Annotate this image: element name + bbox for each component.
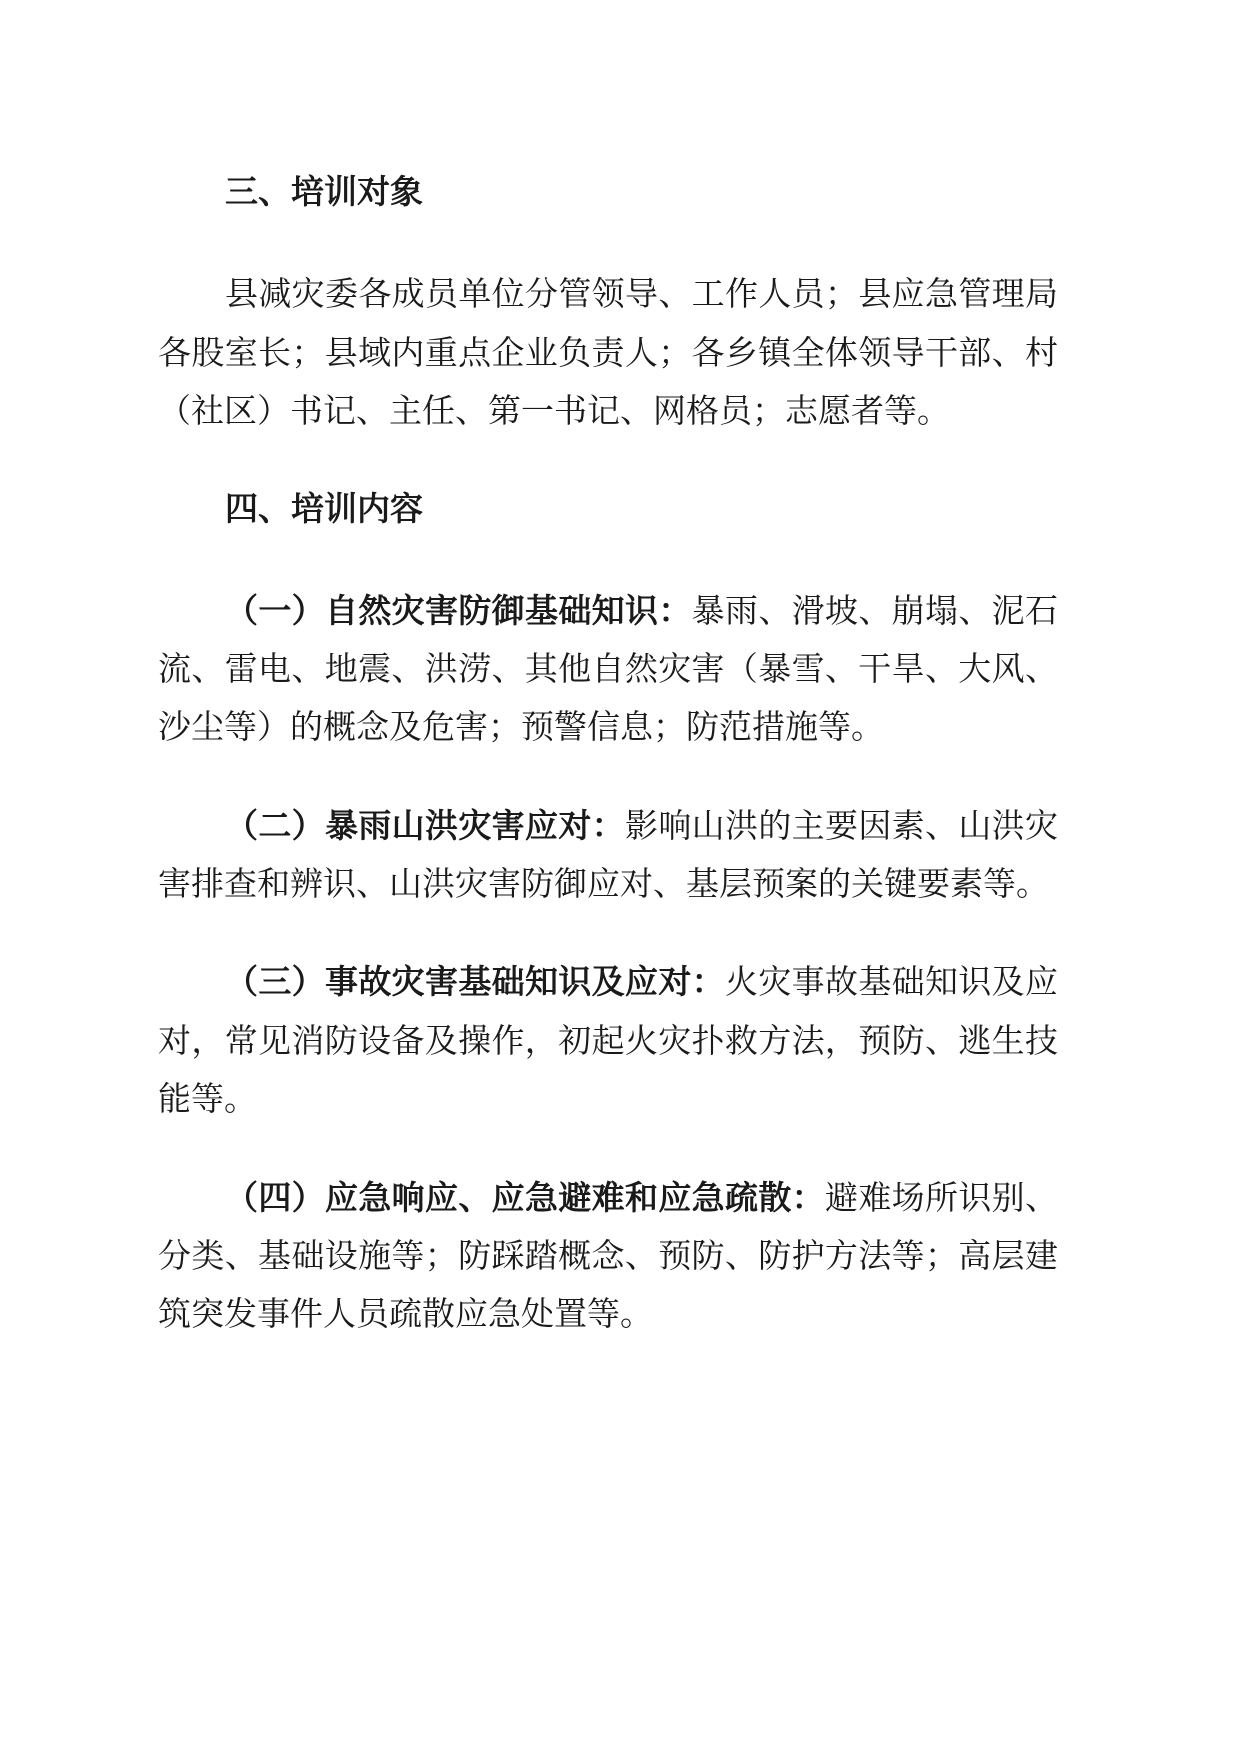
item-title: （二）暴雨山洪灾害应对： (225, 806, 625, 845)
paragraph-line: 流、雷电、地震、洪涝、其他自然灾害（暴雪、干旱、大风、 (158, 649, 1058, 688)
item-title: （三）事故灾害基础知识及应对： (225, 962, 725, 1001)
item-first-line (225, 591, 1058, 631)
paragraph-line: （社区）书记、主任、第一书记、网格员；志愿者等。 (158, 391, 950, 430)
item-title: （四）应急响应、应急避难和应急疏散： (225, 1178, 825, 1217)
item-first-line (225, 1178, 1058, 1218)
paragraph-line: 县减灾委各成员单位分管领导、工作人员；县应急管理局 (225, 274, 1058, 313)
paragraph-line: 对，常见消防设备及操作，初起火灾扑救方法，预防、逃生技 (158, 1021, 1058, 1060)
item-title: （一）自然灾害防御基础知识： (225, 591, 692, 630)
paragraph-line: 筑突发事件人员疏散应急处置等。 (158, 1294, 653, 1333)
paragraph-line: 沙尘等）的概念及危害；预警信息；防范措施等。 (158, 707, 884, 746)
item-first-line (225, 806, 1058, 846)
paragraph-line: 能等。 (158, 1079, 257, 1118)
paragraph-line: 各股室长；县域内重点企业负责人；各乡镇全体领导干部、村 (158, 333, 1058, 372)
paragraph-line: 分类、基础设施等；防踩踏概念、预防、防护方法等；高层建 (158, 1236, 1058, 1275)
item-text: 避难场所识别、 (825, 1178, 1059, 1217)
item-text: 暴雨、滑坡、崩塌、泥石 (691, 591, 1059, 630)
item-first-line (225, 962, 1058, 1002)
item-text: 火灾事故基础知识及应 (725, 962, 1059, 1001)
paragraph-line: 害排查和辨识、山洪灾害防御应对、基层预案的关键要素等。 (158, 864, 1049, 903)
item-text: 影响山洪的主要因素、山洪灾 (625, 806, 1059, 845)
section-heading-training-targets: 三、培训对象 (225, 172, 423, 211)
section-heading-training-content: 四、培训内容 (225, 489, 423, 528)
